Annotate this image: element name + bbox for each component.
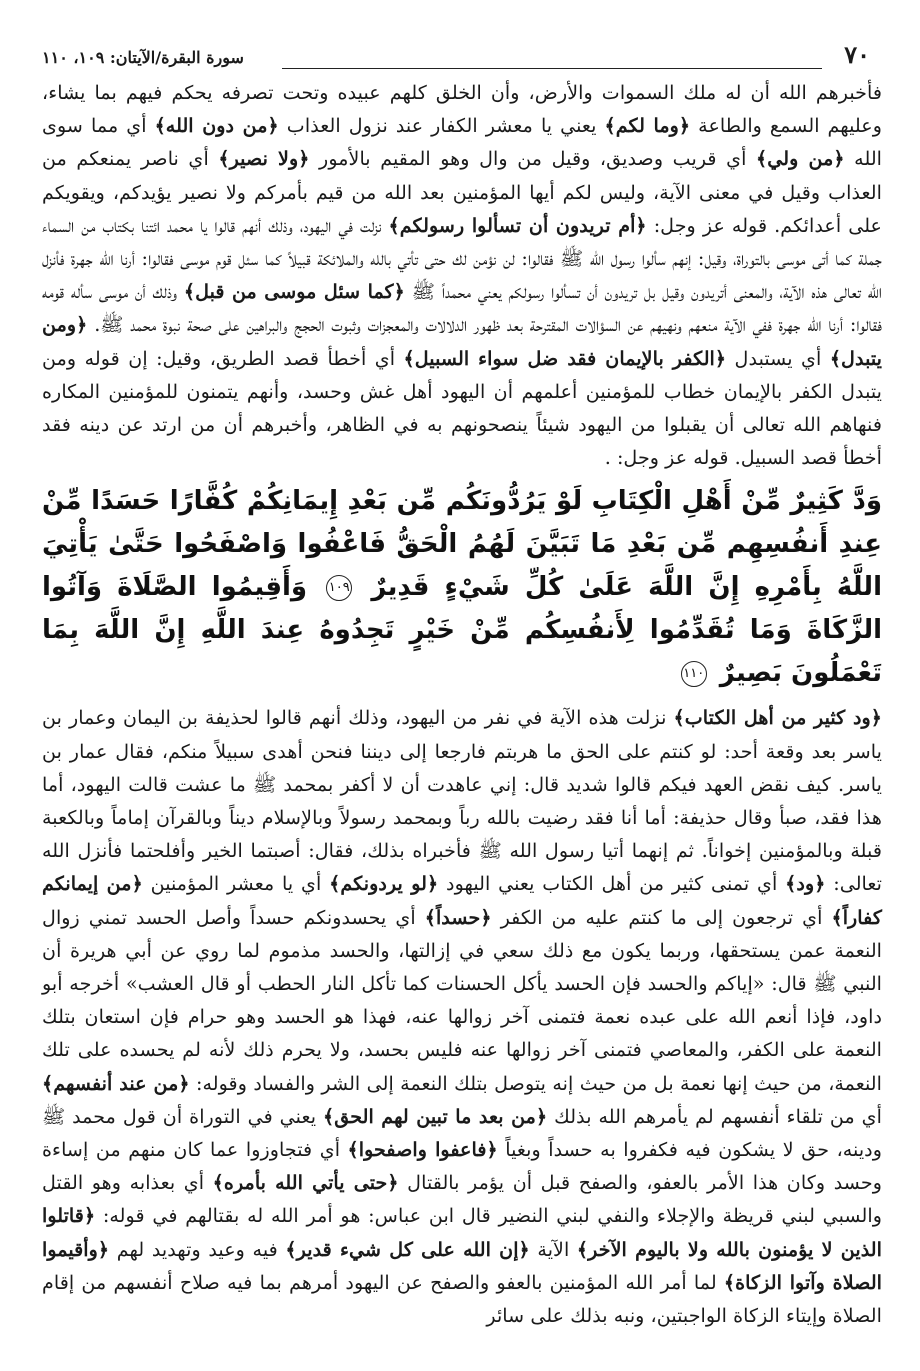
commentary-text: أي قريب وصديق، وقيل من وال وهو المقيم بالأمور [309,147,757,171]
commentary-text: وذلك أن موسى سأله قومه فقالوا: أرنا الله جهرة ففي الآية منعهم ونهيهم عن السؤالات المقترحة بعد ظهور الدلالات والمعجزات وثبوت الحجج والبراهين على صحة نبوة محمد ﷺ. [42,280,882,337]
quran-reference: ﴿ومن يتبدل﴾ [42,313,882,370]
quran-reference: ﴿ولا نصير﴾ [218,147,310,171]
commentary-text: أي فتجاوزوا عما كان منهم من إساءة وحسد وكان هذا الأمر بالعفو، والصفح قبل أن يؤمر بالقتال [42,1138,883,1195]
quran-reference: ﴿قاتلوا الذين لا يؤمنون بالله ولا باليوم الآخر﴾ [42,1204,882,1261]
quran-reference: ﴿أم تريدون أن تسألوا رسولكم﴾ [388,213,647,237]
commentary-text: أي بعذابه وهو القتل والسبي لبني قريظة والإجلاء والنفي لبني النضير قال ابن عباس: هو أمر الله له بقتالهم في قوله: [42,1171,882,1228]
commentary-text: نزلت هذه الآية في نفر من اليهود، وذلك أنهم قالوا لحذيفة بن اليمان وعمار بن ياسر بعد وقعة أحد: لو كنتم على الحق ما هربتم فارجعا إلى ديننا فنحن أهدى سبيلاً منكم، فقال عمار بن ياسر. كيف نقض العهد فيكم قالوا شديد قال: إني عاهدت أن لا أكفر بمحمد ﷺ ما عشت قالت اليهود، أما هذا فقد، صبأ وقال حذيفة: أما أنا فقد رضيت بالله رباً وبمحمد رسولاً وبالإسلام ديناً وبالقرآن إماماً وبالكعبة قبلة وبالمؤمنين إخواناً. ثم إنهما أتيا رسول الله ﷺ فأخبراه بذلك، فقال: أصبتما الخير وأفلحتما فأنزل الله تعالى: [42,706,883,896]
commentary-text: فأخبرهم الله أن له ملك السموات والأرض، وأن الخلق كلهم عبيده وتحت تصرفه يحكم فيهم بما يشاء، وعليهم السمع والطاعة [42,81,882,138]
running-title: سورة البقرة/الآيتان: ١٠٩، ١١٠ [42,48,244,67]
quran-reference: ﴿حسداً﴾ [424,905,492,929]
quran-reference: ﴿فاعفوا واصفحوا﴾ [347,1138,498,1162]
quran-reference: ﴿من عند أنفسهم﴾ [42,1071,190,1095]
ayah-number-110: ١١٠ [681,661,707,687]
quran-reference: ﴿الكفر بالإيمان فقد ضل سواء السبيل﴾ [403,346,727,370]
verse-110-text: وَأَقِيمُوا الصَّلَاةَ وَآتُوا الزَّكَاةَ وَمَا تُقَدِّمُوا لِأَنفُسِكُم مِّنْ خَيْرٍ تَجِدُوهُ عِندَ اللَّهِ إِنَّ اللَّهَ بِمَا تَعْمَلُونَ بَصِيرٌ [42,572,882,689]
commentary-text: أي مما سوى الله [42,114,883,171]
quran-reference: ﴿ود﴾ [785,872,826,896]
quran-reference: ﴿من إيمانكم كفاراً﴾ [42,872,882,929]
tafsir-paragraph-2 [42,701,882,1332]
page-header [42,40,882,76]
quran-reference: ﴿كما سئل موسى من قبل﴾ [183,280,405,304]
commentary-text: أي ناصر يمنعكم من العذاب وقيل في معنى الآية، وليس لكم أيها المؤمنين بعد الله من قيم بأمركم ولا نصير يؤيدكم، ويقويكم على أعدائكم. قوله عز وجل: [42,147,882,237]
book-page [42,40,882,1371]
commentary-text: أي أخطأ قصد الطريق، وقيل: إن قوله ومن يتبدل الكفر بالإيمان خطاب للمؤمنين أعلمهم أن اليهود أهل غش وحسد، وأنهم يتمنون للمؤمنين المكاره فنهاهم الله تعالى أن يقبلوا من اليهود شيئاً ينصحونهم به في الظاهر، وأخبرهم أن من ارتد عن دينه فقد أخطأ قصد السبيل. قوله عز وجل: . [42,346,882,470]
quran-reference: ﴿وأقيموا الصلاة وآتوا الزكاة﴾ [42,1237,883,1294]
quran-reference: ﴿وما لكم﴾ [604,114,691,138]
commentary-text: أي ترجعون إلى ما كنتم عليه من الكفر [491,905,832,929]
quran-reference: ﴿إن الله على كل شيء قدير﴾ [285,1237,530,1261]
commentary-text: يعني في التوراة أن قول محمد ﷺ ودينه، حق لا يشكون فيه فكفروا به حسداً وبغياً [42,1104,882,1162]
header-rule [282,68,822,69]
commentary-text: أي تمنى كثير من أهل الكتاب يعني اليهود [438,872,786,896]
page-number: ٧٠ [844,40,870,69]
quran-verse-block [42,480,882,695]
quran-reference: ﴿من ولي﴾ [756,147,845,171]
commentary-text: أي يا معشر المؤمنين [142,872,330,896]
commentary-text: أي من تلقاء أنفسهم لم يأمرهم الله بذلك [547,1104,882,1128]
commentary-text: لما أمر الله المؤمنين بالعفو والصفح عن اليهود أمرهم بما فيه صلاح أنفسهم من إقام الصلاة وإيتاء الزكاة الواجبتين، ونبه بذلك على سائر [42,1270,882,1328]
ayah-number-109: ١٠٩ [326,575,352,601]
verse-109-text: وَدَّ كَثِيرٌ مِّنْ أَهْلِ الْكِتَابِ لَوْ يَرُدُّونَكُم مِّن بَعْدِ إِيمَانِكُمْ كُفَّارًا حَسَدًا مِّنْ عِندِ أَنفُسِهِم مِّن بَعْدِ مَا تَبَيَّنَ لَهُمُ الْحَقُّ فَاعْفُوا وَاصْفَحُوا حَتَّىٰ يَأْتِيَ اللَّهُ بِأَمْرِهِ إِنَّ اللَّهَ عَلَىٰ كُلِّ شَيْءٍ قَدِيرٌ [42,486,882,603]
commentary-text: أي يستبدل [726,346,830,370]
tafsir-paragraph-1 [42,76,882,474]
commentary-text: يعني يا معشر الكفار عند نزول العذاب [278,114,605,138]
quran-reference: ﴿من بعد ما تبين لهم الحق﴾ [322,1104,548,1128]
commentary-text: فيه وعيد وتهديد لهم [109,1237,286,1261]
quran-reference: ﴿لو يردونكم﴾ [329,872,439,896]
quran-reference: ﴿من دون الله﴾ [154,114,279,138]
quran-reference: ﴿حتى يأتي الله بأمره﴾ [212,1171,399,1195]
commentary-text: الآية [529,1237,577,1261]
commentary-text: أي يحسدونكم حسداً وأصل الحسد تمني زوال النعمة عمن يستحقها، وربما يكون مع ذلك سعي في إزالتها، والحسد مذموم لما روي عن أبي هريرة أن النبي ﷺ قال: «إياكم والحسد فإن الحسد يأكل الحسنات كما تأكل النار الحطب أو قال العشب» أخرجه أبو داود، فإذا أنعم الله على عبده نعمة فتمنى آخر زوالها عنه، فهذا هو الحسد وهو حرام فإن استعان بتلك النعمة على الكفر، والمعاصي فتمنى آخر زوالها عنه فليس بحسد، ولا يحرم ذلك لأنه لم يحسده على تلك النعمة، من حيث إنها نعمة بل من حيث إنه يتوصل بتلك النعمة إلى الشر والفساد وقوله: [42,905,882,1095]
quran-reference: ﴿ود كثير من أهل الكتاب﴾ [673,706,883,730]
commentary-text: نزلت في اليهود، وذلك أنهم قالوا يا محمد ائتنا بكتاب من السماء جملة كما أتى موسى بالتوراة، وقيل: إنهم سألوا رسول الله ﷺ فقالوا: لن نؤمن لك حتى تأتي بالله والملائكة قبيلاً كما سئل قوم موسى فقالوا: أرنا الله جهرة فأنزل الله تعالى هذه الآية، والمعنى أتريدون وقيل بل تريدون أن تسألوا رسولكم يعني محمداً ﷺ [42,213,882,304]
